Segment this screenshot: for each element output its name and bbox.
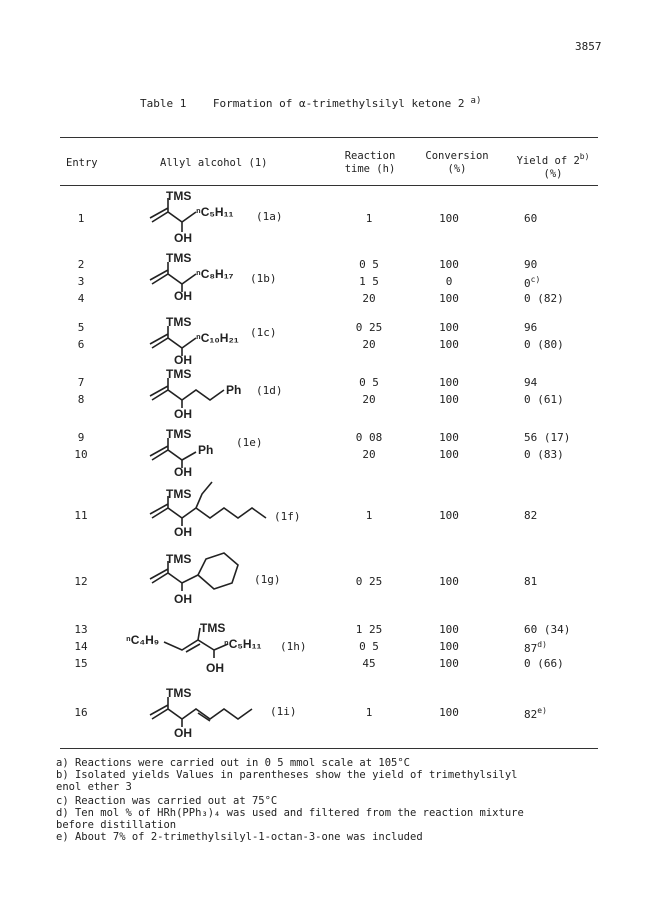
svg-text:OH: OH [174, 592, 192, 606]
structure-1g [140, 545, 320, 607]
reaction-time: 0 25 [355, 575, 383, 588]
entry-number: 11 [74, 509, 88, 522]
svg-text:OH: OH [174, 726, 192, 740]
col-header-time [335, 150, 405, 176]
reaction-time: 0 5 [359, 258, 379, 271]
svg-text:OH: OH [174, 231, 192, 243]
yield-number: 0 (82) [524, 292, 564, 305]
yield-number: 60 [524, 212, 538, 225]
svg-text:(1d): (1d) [256, 384, 283, 397]
reaction-time: 45 [362, 657, 376, 670]
conversion-value: 100 [439, 258, 459, 271]
svg-text:TMS: TMS [166, 251, 192, 265]
structure-1a [140, 188, 320, 243]
header-rule [60, 185, 598, 186]
svg-text:OH: OH [174, 353, 192, 367]
reaction-time: 0 25 [355, 321, 383, 334]
conversion-value: 100 [439, 623, 459, 636]
yield-number: 90 [524, 258, 538, 271]
entry-number: 2 [77, 258, 85, 271]
col-header-conv-line2: (%) [447, 163, 467, 175]
svg-text:TMS: TMS [166, 427, 192, 441]
col-header-time-line1: Reaction [344, 150, 396, 162]
yield-value [524, 640, 547, 655]
structure-1e [140, 424, 320, 479]
table-title: Formation of α-trimethylsilyl ketone 2 [212, 97, 465, 110]
svg-text:Ph: Ph [226, 383, 242, 397]
svg-text:TMS: TMS [166, 686, 192, 700]
conversion-value: 100 [439, 292, 459, 305]
yield-value [524, 292, 564, 305]
col-header-conversion [412, 150, 502, 176]
yield-value [524, 575, 537, 588]
svg-text:ⁿC₅H₁₁: ⁿC₅H₁₁ [196, 205, 234, 219]
entry-number: 6 [77, 338, 85, 351]
conversion-value: 100 [439, 509, 459, 522]
svg-text:(1i): (1i) [270, 705, 297, 718]
conversion-value: 100 [439, 431, 459, 444]
structure-1c [140, 312, 320, 367]
svg-text:TMS: TMS [166, 552, 192, 566]
col-header-yield-line1: Yield of 2$^{b)}$ [516, 152, 590, 167]
yield-footnote-mark: d) [537, 640, 547, 649]
footnote-b-cont: enol ether 3 [56, 781, 132, 793]
yield-value [524, 706, 547, 721]
col-header-yield-line2: (%) [543, 168, 563, 180]
reaction-time: 0 5 [359, 376, 379, 389]
conversion-value: 100 [439, 212, 459, 225]
svg-text:(1h): (1h) [280, 640, 307, 653]
structure-1h [120, 616, 320, 678]
footnote-d: d) Ten mol % of HRh(PPh₃)₄ was used and filtered from the reaction mixture [56, 807, 524, 819]
yield-number: 81 [524, 575, 538, 588]
reaction-time: 0 5 [359, 640, 379, 653]
yield-number: 60 (34) [524, 623, 571, 636]
yield-value [524, 657, 564, 670]
yield-footnote-mark: c) [530, 275, 541, 284]
yield-value [524, 393, 564, 406]
bottom-rule [60, 748, 598, 749]
svg-text:(1f): (1f) [274, 510, 301, 523]
svg-text:TMS: TMS [166, 487, 192, 501]
svg-text:ⁿC₈H₁₇: ⁿC₈H₁₇ [196, 267, 234, 281]
conversion-value: 100 [439, 640, 459, 653]
table-label: Table 1 [140, 97, 187, 110]
entry-number: 16 [74, 706, 88, 719]
reaction-time: 1 25 [355, 623, 383, 636]
svg-text:OH: OH [174, 407, 192, 421]
yield-value [524, 623, 570, 636]
conversion-value: 100 [439, 706, 459, 719]
col-header-alcohol: Allyl alcohol (1) [160, 157, 268, 169]
entry-number: 15 [74, 657, 88, 670]
reaction-time: 20 [362, 338, 376, 351]
structure-1d [140, 366, 320, 421]
yield-footnote-mark: e) [537, 706, 547, 715]
conversion-value: 100 [439, 575, 459, 588]
entry-number: 10 [74, 448, 88, 461]
conversion-value: 100 [439, 338, 459, 351]
entry-number: 4 [77, 292, 85, 305]
page-number: 3857 [575, 40, 602, 53]
reaction-time: 1 [365, 509, 373, 522]
svg-text:TMS: TMS [166, 367, 192, 381]
footnote-c: c) Reaction was carried out at 75°C [56, 795, 278, 807]
yield-value [524, 321, 537, 334]
svg-text:(1b): (1b) [250, 272, 277, 285]
reaction-time: 1 5 [359, 275, 379, 288]
structure-1f [140, 480, 320, 542]
entry-number: 3 [77, 275, 85, 288]
svg-text:ⁿC₅H₁₁: ⁿC₅H₁₁ [224, 637, 262, 651]
conversion-value: 100 [439, 657, 459, 670]
col-header-time-line2: time (h) [344, 163, 396, 175]
col-header-entry: Entry [66, 157, 98, 169]
yield-number: 94 [524, 376, 538, 389]
conversion-value: 100 [439, 393, 459, 406]
reaction-time: 0 08 [355, 431, 383, 444]
entry-number: 14 [74, 640, 88, 653]
conversion-value: 100 [439, 448, 459, 461]
yield-value [524, 275, 540, 290]
entry-number: 9 [77, 431, 85, 444]
svg-text:TMS: TMS [166, 189, 192, 203]
entry-number: 5 [77, 321, 85, 334]
yield-value [524, 212, 537, 225]
yield-number: 56 (17) [524, 431, 571, 444]
svg-text:OH: OH [174, 289, 192, 303]
yield-number: 0 (66) [524, 657, 564, 670]
entry-number: 12 [74, 575, 88, 588]
svg-text:TMS: TMS [200, 621, 226, 635]
svg-text:TMS: TMS [166, 315, 192, 329]
svg-text:(1e): (1e) [236, 436, 263, 449]
reaction-time: 20 [362, 292, 376, 305]
svg-text:(1c): (1c) [250, 326, 277, 339]
entry-number: 7 [77, 376, 85, 389]
reaction-time: 1 [365, 706, 373, 719]
yield-value [524, 431, 570, 444]
footnote-e: e) About 7% of 2-trimethylsilyl-1-octan-3-one was included [56, 831, 423, 843]
yield-number: 87 [524, 642, 538, 655]
svg-text:(1a): (1a) [256, 210, 283, 223]
yield-number: 0 (61) [524, 393, 564, 406]
yield-number: 0 (80) [524, 338, 564, 351]
yield-value [524, 448, 564, 461]
structure-1i [140, 685, 320, 740]
svg-text:(1g): (1g) [254, 573, 281, 586]
yield-number: 0 [524, 277, 531, 290]
yield-number: 0 (83) [524, 448, 564, 461]
conversion-value: 100 [439, 321, 459, 334]
footnote-b: b) Isolated yields Values in parentheses show the yield of trimethylsilyl [56, 769, 518, 781]
top-rule [60, 137, 598, 138]
entry-number: 8 [77, 393, 85, 406]
yield-value [524, 338, 564, 351]
footnote-a: a) Reactions were carried out in 0 5 mmol scale at 105°C [56, 757, 411, 769]
entry-number: 1 [77, 212, 85, 225]
svg-text:ⁿC₁₀H₂₁: ⁿC₁₀H₂₁ [196, 331, 239, 345]
title-footnote-mark: a) [470, 96, 482, 106]
reaction-time: 20 [362, 448, 376, 461]
conversion-value: 100 [439, 376, 459, 389]
reaction-time: 1 [365, 212, 373, 225]
yield-value [524, 258, 537, 271]
yield-value [524, 509, 537, 522]
conversion-value: 0 [445, 275, 453, 288]
footnote-d-cont: before distillation [56, 819, 177, 831]
structure-1b [140, 248, 320, 303]
yield-number: 82 [524, 509, 538, 522]
yield-number: 96 [524, 321, 538, 334]
svg-text:OH: OH [174, 465, 192, 479]
col-header-conv-line1: Conversion [425, 150, 489, 162]
svg-text:OH: OH [174, 525, 192, 539]
svg-text:OH: OH [206, 661, 224, 675]
svg-text:Ph: Ph [198, 443, 214, 457]
col-header-yield [508, 150, 598, 181]
reaction-time: 20 [362, 393, 376, 406]
svg-text:ⁿC₄H₉: ⁿC₄H₉ [126, 633, 160, 647]
table-caption [140, 97, 481, 110]
yield-number: 82 [524, 708, 538, 721]
entry-number: 13 [74, 623, 88, 636]
yield-value [524, 376, 537, 389]
